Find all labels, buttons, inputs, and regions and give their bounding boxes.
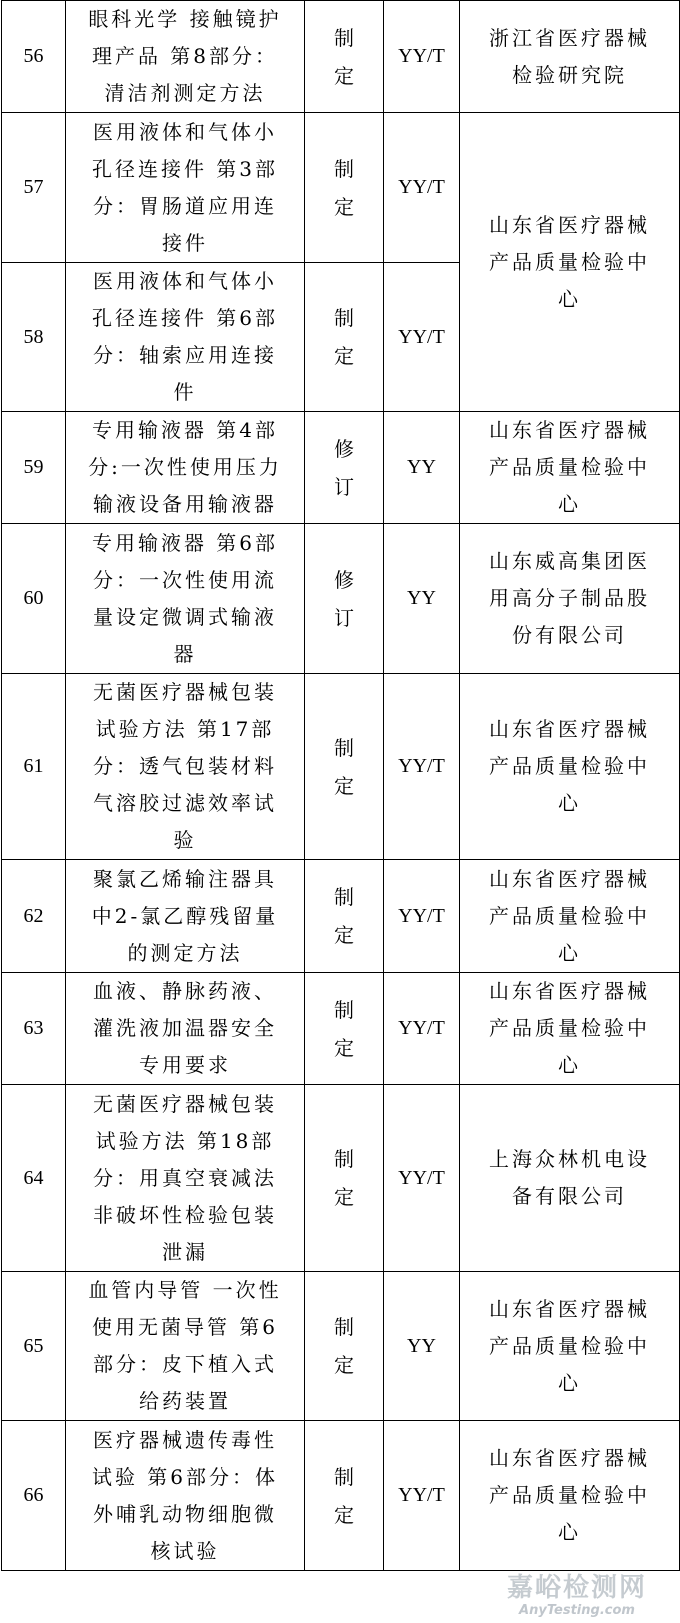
row-number: 65 [2,1272,66,1421]
standard-name: 血液、静脉药液、灌洗液加温器安全专用要求 [66,973,305,1085]
standard-name: 无菌医疗器械包装试验方法 第18部分：用真空衰减法非破坏性检验包装泄漏 [66,1085,305,1272]
standard-name: 医用液体和气体小孔径连接件 第3部分：胃肠道应用连接件 [66,113,305,263]
organization: 山东省医疗器械产品质量检验中心 [460,412,680,524]
category: 制定 [305,973,384,1085]
organization: 山东省医疗器械产品质量检验中心 [460,860,680,973]
organization: 山东省医疗器械产品质量检验中心 [460,674,680,860]
standard-type: YY/T [384,973,460,1085]
organization: 山东省医疗器械产品质量检验中心 [460,973,680,1085]
row-number: 58 [2,263,66,412]
table-row [2,1,680,113]
standard-name: 无菌医疗器械包装试验方法 第17部分：透气包装材料气溶胶过滤效率试验 [66,674,305,860]
standard-name: 医用液体和气体小孔径连接件 第6部分：轴索应用连接件 [66,263,305,412]
standard-type: YY [384,524,460,674]
row-number: 64 [2,1085,66,1272]
row-number: 63 [2,973,66,1085]
row-number: 61 [2,674,66,860]
category: 制定 [305,113,384,263]
standard-name: 眼科光学 接触镜护理产品 第8部分：清洁剂测定方法 [66,1,305,113]
standard-name: 医疗器械遗传毒性试验 第6部分：体外哺乳动物细胞微核试验 [66,1421,305,1571]
category: 修订 [305,524,384,674]
standard-type: YY/T [384,1421,460,1571]
standards-table [1,0,680,1571]
table-row [2,113,680,263]
standard-type: YY/T [384,1085,460,1272]
organization: 上海众林机电设备有限公司 [460,1085,680,1272]
standard-name: 聚氯乙烯输注器具中2-氯乙醇残留量的测定方法 [66,860,305,973]
standard-type: YY/T [384,263,460,412]
category: 制定 [305,1085,384,1272]
organization: 山东省医疗器械产品质量检验中心 [460,113,680,412]
row-number: 57 [2,113,66,263]
row-number: 59 [2,412,66,524]
category: 制定 [305,1272,384,1421]
standard-name: 专用输液器 第6部分：一次性使用流量设定微调式输液器 [66,524,305,674]
table-row [2,1085,680,1272]
standard-name: 专用输液器 第4部分:一次性使用压力输液设备用输液器 [66,412,305,524]
row-number: 56 [2,1,66,113]
organization: 山东省医疗器械产品质量检验中心 [460,1272,680,1421]
category: 制定 [305,860,384,973]
table-row [2,674,680,860]
organization: 山东威高集团医用高分子制品股份有限公司 [460,524,680,674]
table-row [2,1421,680,1571]
table-row [2,1272,680,1421]
table-row [2,524,680,674]
organization: 山东省医疗器械产品质量检验中心 [460,1421,680,1571]
row-number: 62 [2,860,66,973]
standard-type: YY/T [384,674,460,860]
organization: 浙江省医疗器械检验研究院 [460,1,680,113]
watermark-url: AnyTesting.com [519,1603,635,1618]
standard-type: YY/T [384,860,460,973]
category: 制定 [305,674,384,860]
standard-type: YY/T [384,1,460,113]
table-row [2,973,680,1085]
category: 制定 [305,1421,384,1571]
category: 修订 [305,412,384,524]
row-number: 60 [2,524,66,674]
standard-name: 血管内导管 一次性使用无菌导管 第6部分：皮下植入式给药装置 [66,1272,305,1421]
table-row [2,860,680,973]
category: 制定 [305,263,384,412]
watermark-text: 嘉峪检测网 [506,1573,647,1603]
category: 制定 [305,1,384,113]
row-number: 66 [2,1421,66,1571]
standard-type: YY/T [384,113,460,263]
watermark-logo [492,1573,662,1619]
standard-type: YY [384,412,460,524]
table-row [2,412,680,524]
standard-type: YY [384,1272,460,1421]
